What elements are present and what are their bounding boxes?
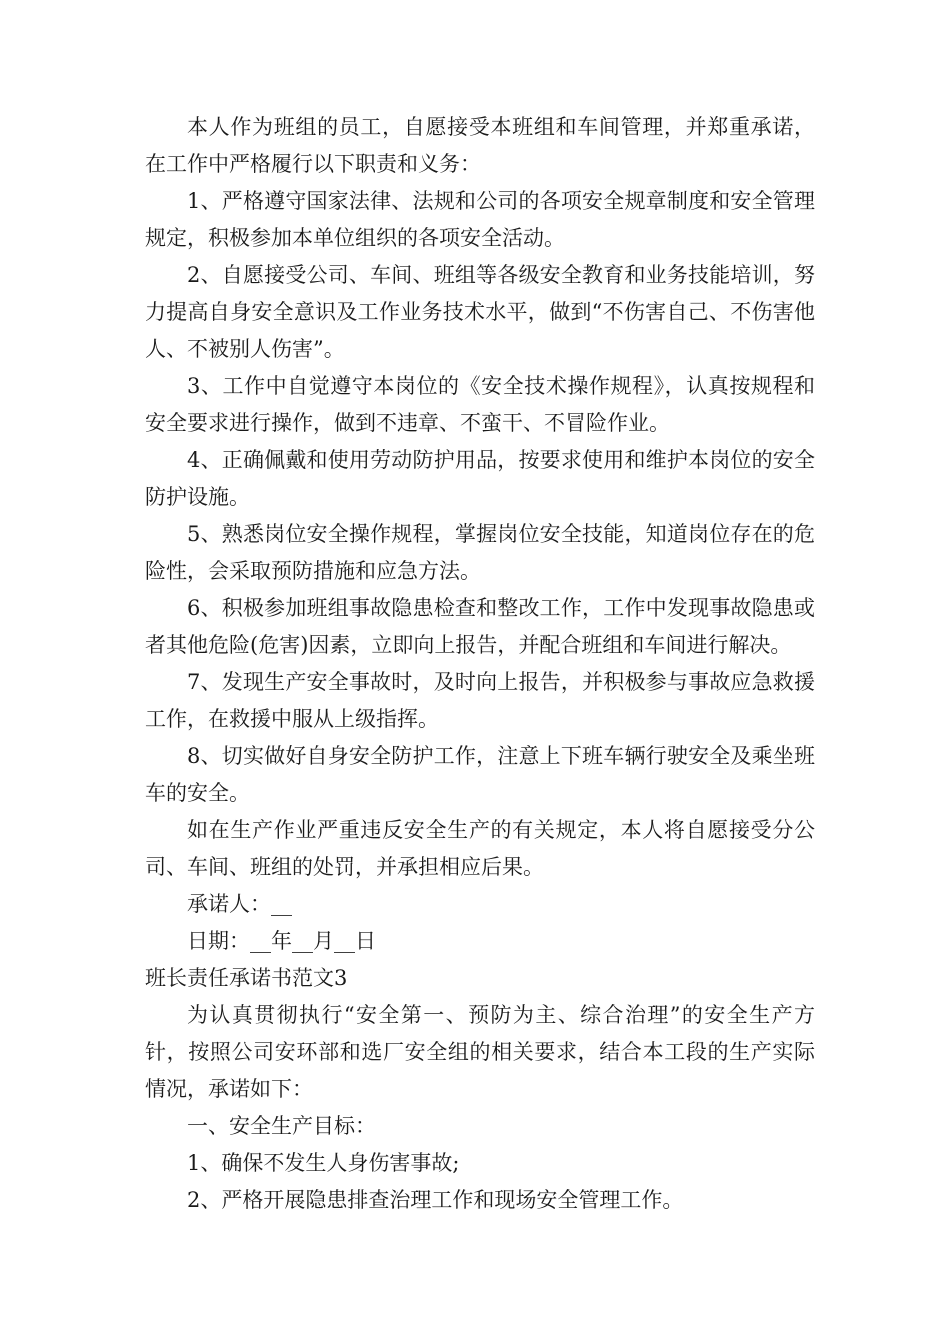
- duty-item-7: 7、发现生产安全事故时，及时向上报告，并积极参与事故应急救援工作，在救援中服从上级指挥。: [145, 670, 815, 731]
- section-title: 班长责任承诺书范文3: [145, 966, 348, 990]
- document-body: [145, 109, 815, 1219]
- duty-item-8: 8、切实做好自身安全防护工作，注意上下班车辆行驶安全及乘坐班车的安全。: [145, 744, 815, 805]
- intro-paragraph: 本人作为班组的员工，自愿接受本班组和车间管理，并郑重承诺，在工作中严格履行以下职责和义务：: [145, 115, 815, 176]
- duty-item-5: 5、熟悉岗位安全操作规程，掌握岗位安全技能，知道岗位存在的危险性，会采取预防措施和应急方法。: [145, 522, 815, 583]
- goal-item-1: 1、确保不发生人身伤害事故;: [187, 1151, 460, 1175]
- goal-item-2: 2、严格开展隐患排查治理工作和现场安全管理工作。: [187, 1188, 684, 1212]
- duty-item-6: 6、积极参加班组事故隐患检查和整改工作，工作中发现事故隐患或者其他危险(危害)因素，立即向上报告，并配合班组和车间进行解决。: [145, 596, 815, 657]
- duty-item-3: 3、工作中自觉遵守本岗位的《安全技术操作规程》，认真按规程和安全要求进行操作，做到不违章、不蛮干、不冒险作业。: [145, 374, 815, 435]
- duty-item-2: 2、自愿接受公司、车间、班组等各级安全教育和业务技能培训，努力提高自身安全意识及工作业务技术水平，做到“不伤害自己、不伤害他人、不被别人伤害”。: [145, 263, 815, 361]
- promisor-signature-line: 承诺人：__: [187, 892, 292, 916]
- closing-paragraph: 如在生产作业严重违反安全生产的有关规定，本人将自愿接受分公司、车间、班组的处罚，并承担相应后果。: [145, 818, 815, 879]
- goal-heading: 一、安全生产目标：: [187, 1114, 376, 1138]
- duty-item-1: 1、严格遵守国家法律、法规和公司的各项安全规章制度和安全管理规定，积极参加本单位组织的各项安全活动。: [145, 189, 815, 250]
- section-intro-paragraph: 为认真贯彻执行“安全第一、预防为主、综合治理”的安全生产方针，按照公司安环部和选厂安全组的相关要求，结合本工段的生产实际情况，承诺如下：: [145, 1003, 815, 1101]
- duty-item-4: 4、正确佩戴和使用劳动防护用品，按要求使用和维护本岗位的安全防护设施。: [145, 448, 815, 509]
- date-line: 日期：__年__月__日: [187, 929, 376, 953]
